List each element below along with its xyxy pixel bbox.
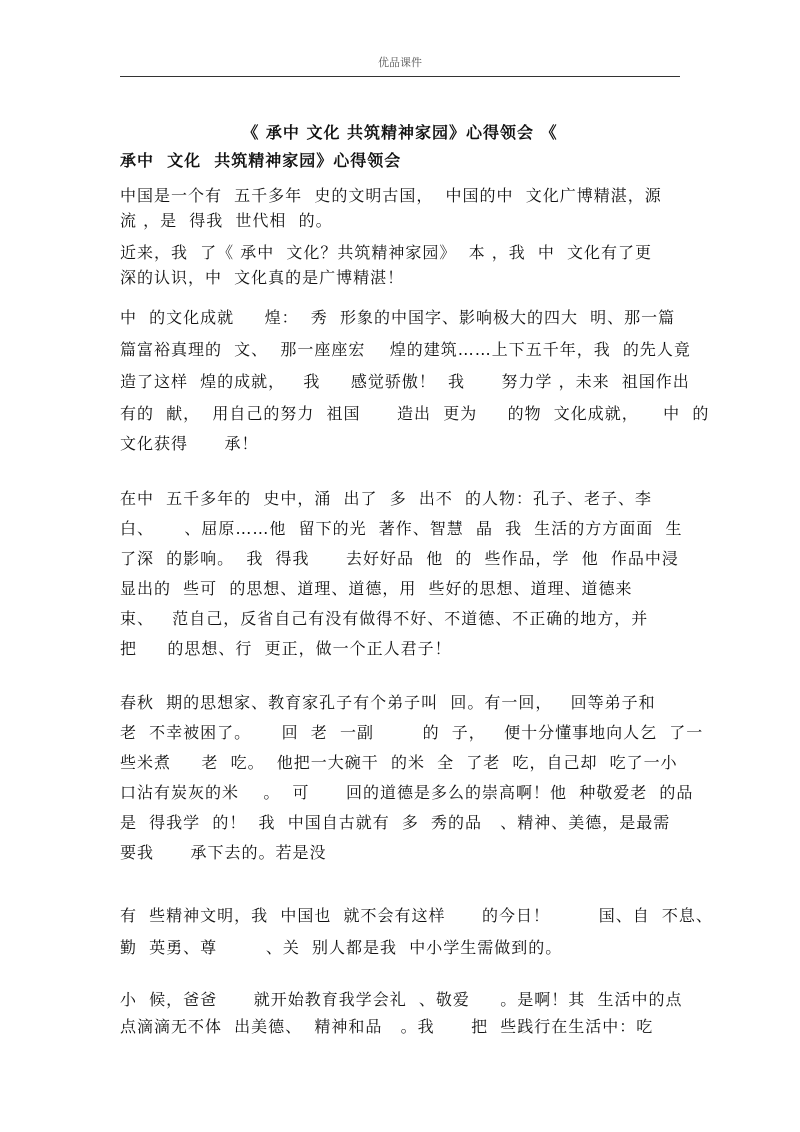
text-line: 篇富裕真理的 文、 那一座座宏 煌的建筑……上下五千年，我 的先人竟 [120, 340, 691, 359]
text-line: 深的认识，中 文化真的是广博精湛！ [120, 268, 405, 287]
text-line: 有的 献， 用自己的努力 祖国 造出 更为 的物 文化成就， 中 的 [120, 404, 710, 423]
document-subtitle: 承中 文化 共筑精神家园》心得领会 [120, 151, 402, 170]
text-line: 中国是一个有 五千多年 史的文明古国， 中国的中 文化广博精湛，源 [120, 186, 662, 205]
text-line: 束、 范自己，反省自己有没有做得不好、不道德、不正确的地方，并 [120, 609, 649, 628]
document-title: 《 承中 文化 共筑精神家园》心得领会 《 [242, 123, 558, 142]
text-line: 春秋 期的思想家、教育家孔子有个弟子叫 回。有一回， 回等弟子和 [120, 693, 656, 712]
text-line: 是 得我学 的！ 我 中国自古就有 多 秀的品 、精神、美德，是最需 [120, 813, 671, 832]
text-line: 有 些精神文明，我 中国也 就不会有这样 的今日！ 国、自 不息、 [120, 906, 713, 925]
text-line: 老 不幸被困了。 回 老 一副 的 子， 便十分懂事地向人乞 了一 [120, 723, 704, 742]
text-line: 要我 承下去的。若是没 [120, 843, 327, 862]
text-line: 小 候，爸爸 就开始教育我学会礼 、敬爱 。是啊！其 生活中的点 [120, 990, 683, 1009]
text-line: 白、 、屈原……他 留下的光 著作、智慧 晶 我 生活的方方面面 生 [120, 519, 683, 538]
text-line: 把 的思想、行 更正，做一个正人君子！ [120, 639, 452, 658]
text-line: 勤 英勇、尊 、关 别人都是我 中小学生需做到的。 [120, 938, 563, 957]
header-divider [120, 76, 680, 77]
text-line: 中 的文化成就 煌： 秀 形象的中国字、影响极大的四大 明、那一篇 [120, 308, 676, 327]
text-line: 显出的 些可 的思想、道理、道德，用 些好的思想、道理、道德来 [120, 579, 633, 598]
text-line: 口沾有炭灰的米 。 可 回的道德是多么的崇高啊！他 种敬爱老 的品 [120, 783, 694, 802]
text-line: 了深 的影响。 我 得我 去好好品 他 的 些作品，学 他 作品中浸 [120, 549, 679, 568]
text-line: 造了这样 煌的成就， 我 感觉骄傲！ 我 努力学 ，未来 祖国作出 [120, 372, 690, 391]
text-line: 流 ，是 得我 世代相 的。 [120, 211, 333, 230]
text-line: 文化获得 承！ [120, 434, 259, 453]
text-line: 在中 五千多年的 史中，涌 出了 多 出不 的人物：孔子、老子、李 [120, 489, 653, 508]
page-header: 优品课件 [378, 56, 422, 69]
text-line: 近来，我 了《 承中 文化？共筑精神家园》 本 ，我 中 文化有了更 [120, 243, 653, 262]
text-line: 些米煮 老 吃。 他把一大碗干 的米 全 了老 吃，自己却 吃了一小 [120, 753, 678, 772]
text-line: 点滴滴无不体 出美德、 精神和品 。我 把 些践行在生活中：吃 [120, 1017, 654, 1036]
